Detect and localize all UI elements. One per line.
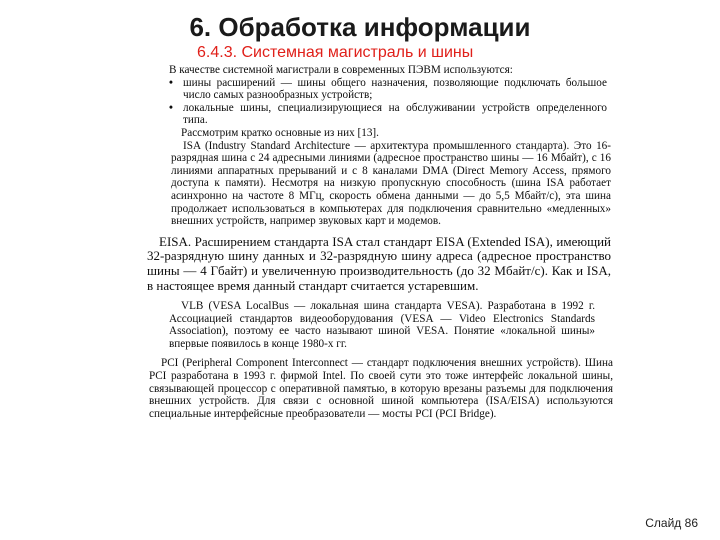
slide-subtitle: 6.4.3. Системная магистраль и шины [197, 44, 474, 61]
scanned-text-block [145, 64, 615, 524]
list-item [145, 102, 615, 127]
slide-title: 6. Обработка информации [189, 12, 531, 42]
slide-number: Слайд 86 [645, 516, 698, 530]
intro-paragraph: В качестве системной магистрали в современных ПЭВМ используются: [169, 64, 513, 76]
review-paragraph: Рассмотрим кратко основные из них [13]. [181, 126, 379, 139]
list-item-text: локальные шины, специализирующиеся на обслуживании устройств определенного типа. [183, 101, 607, 127]
pci-paragraph: PCI (Peripheral Component Interconnect — стандарт подключения внешних устройств). Шина PCI разработана в 1993 г. фирмой Intel. По своей сути это тоже интерфейс локальной шины, связывающей процессор с оперативной памятью, в которую врезаны разъемы для подключения внешних устройств. Для связи с основной шиной компьютера (ISA/EISA) используются специальные интерфейсные преобразователи — мосты PCI (PCI Bridge). [149, 357, 613, 420]
list-item [145, 77, 615, 102]
eisa-paragraph: EISA. Расширением стандарта ISA стал стандарт EISA (Extended ISA), имеющий 32-разрядную шину данных и 32-разрядную шину адреса (адресное пространство шины — 4 Гбайт) и увеличенную производительность (до 32 Мбайт/с). Как и ISA, в настоящее время данный стандарт считается устаревшим. [147, 233, 611, 293]
isa-paragraph: ISA (Industry Standard Architecture — архитектура промышленного стандарта). Это 16-разрядная шина с 24 адресными линиями (адресное пространство шины — 16 Мбайт), с 16 линиями аппаратных прерываний и с 8 каналами DMA (Direct Memory Access, прямого доступа к памяти). Несмотря на низкую пропускную способность (шина ISA работает асинхронно на частоте 8 МГц, скорость обмена данными — до 5,5 Мбайт/с), эта шина продолжает использоваться в компьютерах для подключения сравнительно «медленных» внешних устройств, например звуковых карт и модемов. [171, 139, 611, 228]
vlb-paragraph: VLB (VESA LocalBus — локальная шина стандарта VESA). Разработана в 1992 г. Ассоциацией стандартов видеооборудования (VESA — Video Electronics Standards Association), поэтому ее часто называют шиной VESA. Понятие «локальной шины» впервые появилось в конце 1980-х гг. [169, 300, 595, 350]
list-item-text: шины расширений — шины общего назначения, позволяющие подключать большое число самых разнообразных устройств; [183, 76, 607, 102]
bullet-icon: • [169, 76, 173, 89]
bullet-icon: • [169, 101, 173, 114]
